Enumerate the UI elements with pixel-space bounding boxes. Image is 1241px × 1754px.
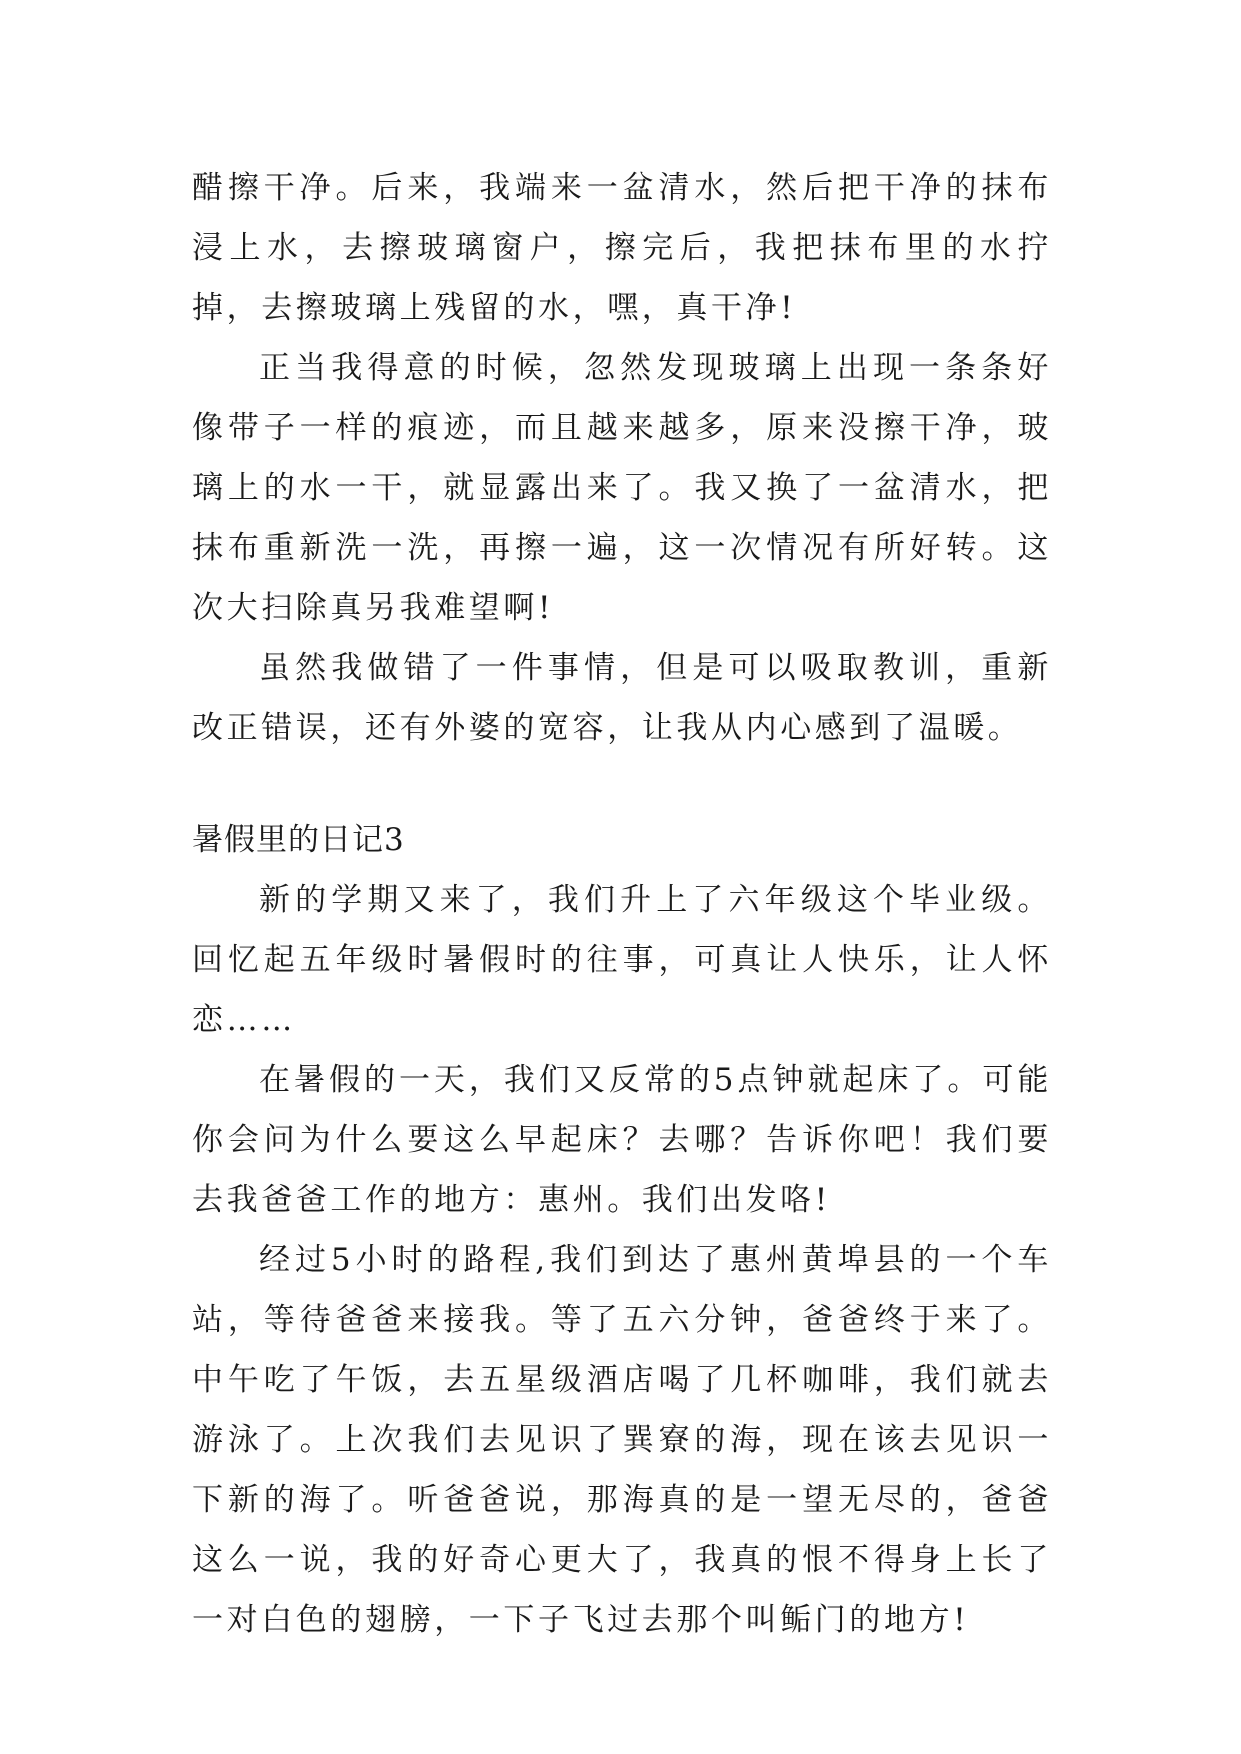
paragraph: 新的学期又来了，我们升上了六年级这个毕业级。回忆起五年级时暑假时的往事，可真让人快乐，让人怀恋…… xyxy=(192,882,1052,1038)
paragraph: 在暑假的一天，我们又反常的5点钟就起床了。可能你会问为什么要这么早起床？去哪？告诉你吧！我们要去我爸爸工作的地方：惠州。我们出发咯! xyxy=(192,1062,1052,1218)
paragraph: 虽然我做错了一件事情，但是可以吸取教训，重新改正错误，还有外婆的宽容，让我从内心感到了温暖。 xyxy=(192,650,1052,746)
paragraph-continued: 醋擦干净。后来，我端来一盆清水，然后把干净的抹布浸上水，去擦玻璃窗户，擦完后，我把抹布里的水拧掉，去擦玻璃上残留的水，嘿，真干净! xyxy=(192,170,1052,326)
paragraph: 正当我得意的时候，忽然发现玻璃上出现一条条好像带子一样的痕迹，而且越来越多，原来没擦干净，玻璃上的水一干，就显露出来了。我又换了一盆清水，把抹布重新洗一洗，再擦一遍，这一次情况有所好转。这次大扫除真另我难望啊! xyxy=(192,350,1052,626)
section-title: 暑假里的日记3 xyxy=(192,822,405,858)
document-body xyxy=(192,158,1052,1650)
section-spacer xyxy=(192,758,1052,810)
paragraph: 经过5小时的路程,我们到达了惠州黄埠县的一个车站，等待爸爸来接我。等了五六分钟，爸爸终于来了。中午吃了午饭，去五星级酒店喝了几杯咖啡，我们就去游泳了。上次我们去见识了巽寮的海，现在该去见识一下新的海了。听爸爸说，那海真的是一望无尽的，爸爸这么一说，我的好奇心更大了，我真的恨不得身上长了一对白色的翅膀，一下子飞过去那个叫鲘门的地方! xyxy=(192,1242,1052,1638)
